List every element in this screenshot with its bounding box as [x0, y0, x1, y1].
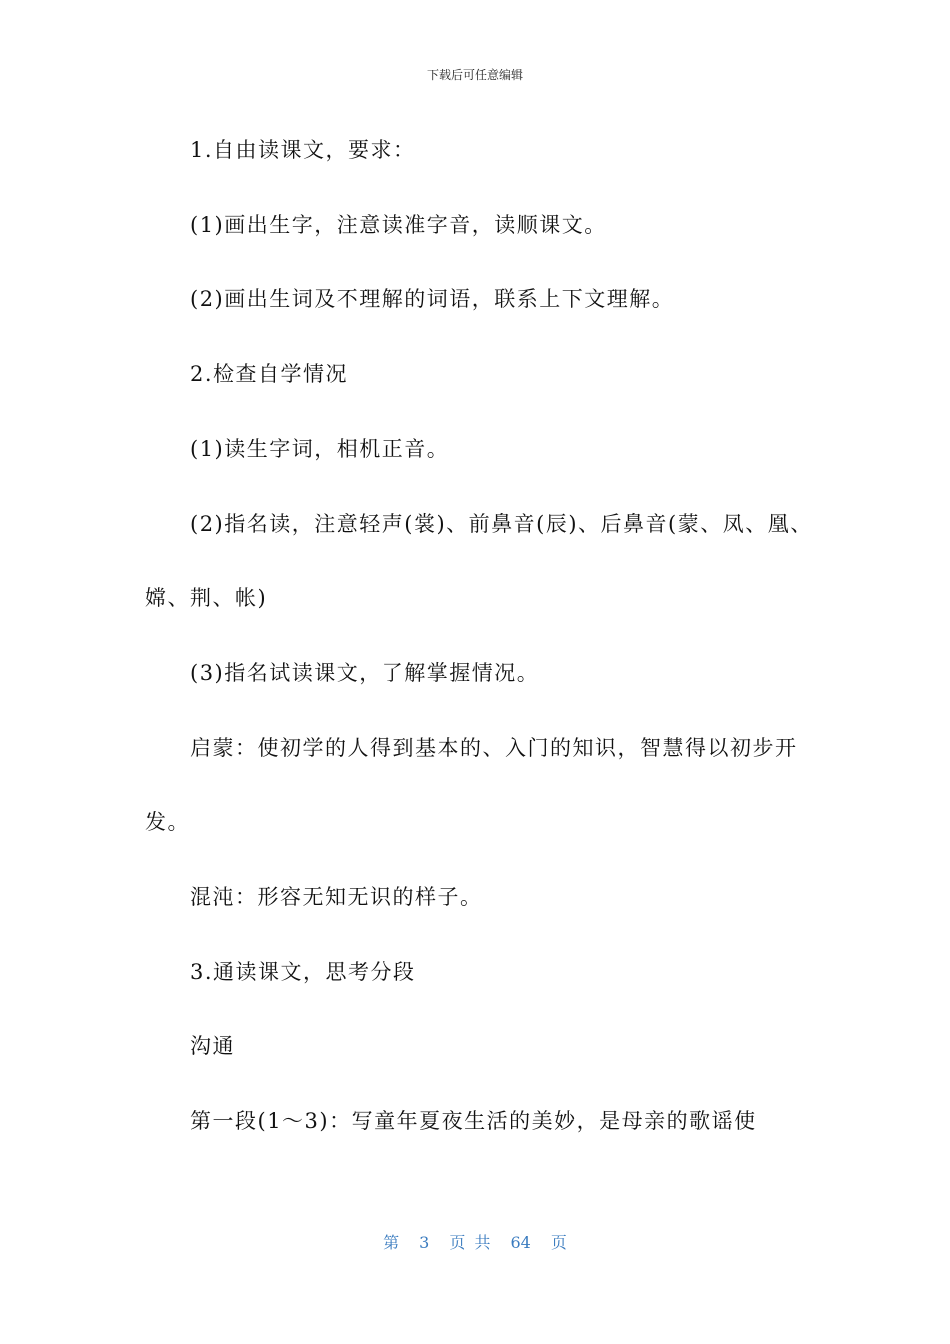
text-line: (1)画出生字，注意读准字音，读顺课文。: [190, 213, 607, 237]
footer-prefix: 第: [383, 1233, 400, 1252]
text-line: (1)读生字词，相机正音。: [190, 437, 450, 461]
total-pages-number: 64: [510, 1233, 531, 1252]
text-line: (3)指名试读课文，了解掌握情况。: [190, 661, 540, 685]
text-line: 沟通: [190, 1034, 235, 1058]
text-line: 启蒙：使初学的人得到基本的、入门的知识，智慧得以初步开: [190, 736, 798, 760]
text-line: (2)画出生词及不理解的词语，联系上下文理解。: [190, 287, 675, 311]
page-header: 下载后可任意编辑: [426, 68, 523, 82]
text-line: (2)指名读，注意轻声(裳)、前鼻音(辰)、后鼻音(蒙、凤、凰、: [190, 512, 813, 536]
current-page-number: 3: [419, 1233, 430, 1252]
page-footer: [0, 1230, 950, 1253]
text-line: 混沌：形容无知无识的样子。: [190, 885, 483, 909]
footer-suffix: 页: [550, 1233, 567, 1252]
text-line: 1.自由读课文，要求：: [190, 138, 416, 162]
text-line: 嫦、荆、帐): [145, 586, 268, 610]
text-line: 发。: [145, 810, 190, 834]
footer-middle: 页 共: [449, 1233, 491, 1252]
text-line: 第一段(1～3)：写童年夏夜生活的美妙，是母亲的歌谣使: [190, 1109, 757, 1133]
text-line: 3.通读课文，思考分段: [190, 960, 416, 984]
text-line: 2.检查自学情况: [190, 362, 349, 386]
